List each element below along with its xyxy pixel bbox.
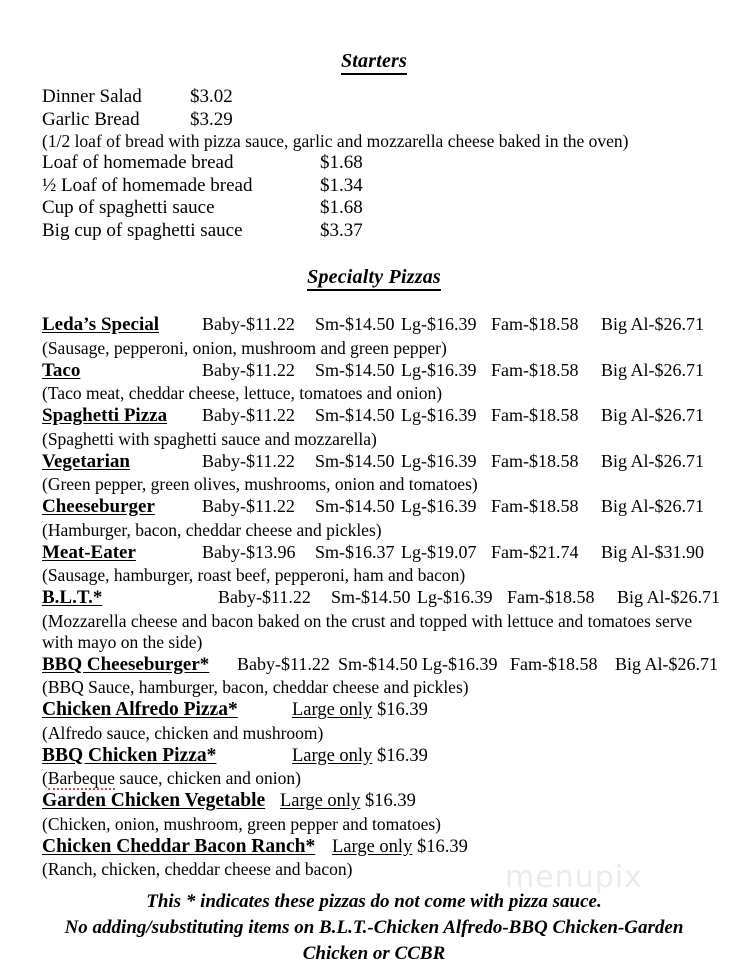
price-large: Lg-$16.39 <box>401 450 477 471</box>
starter-item-big-cup-spaghetti-sauce <box>42 220 748 243</box>
starter-item-half-loaf-homemade-bread <box>42 175 748 198</box>
pizza-description: (Mozzarella cheese and bacon baked on the crust and topped with lettuce and tomatoes serve with mayo on the side) <box>42 610 693 652</box>
pizza-item-cheeseburger <box>42 495 748 520</box>
footer-note-no-substitutions: No adding/substituting items on B.L.T.-Chicken Alfredo-BBQ Chicken-Garden <box>64 917 684 938</box>
price-family: Fam-$18.58 <box>491 450 579 471</box>
pizza-name: Leda’s Special <box>42 314 159 335</box>
pizza-description: (Ranch, chicken, cheddar cheese and bacon) <box>42 859 353 879</box>
price-large-only <box>412 837 468 857</box>
pizza-description: (BBQ Sauce, hamburger, bacon, cheddar cheese and pickles) <box>42 677 469 697</box>
price-family: Fam-$18.58 <box>491 359 579 380</box>
size-label-large-only: Large only <box>292 700 373 720</box>
starter-item-dinner-salad <box>42 86 748 109</box>
starter-name: Big cup of spaghetti sauce <box>42 219 243 241</box>
starter-item-garlic-bread <box>42 109 748 132</box>
price-value: $16.39 <box>376 700 428 720</box>
pizza-name: Chicken Cheddar Bacon Ranch* <box>42 835 316 857</box>
price-big-al: Big Al-$26.71 <box>601 405 705 425</box>
size-label-large-only: Large only <box>332 836 413 857</box>
pizza-price-group <box>202 359 704 383</box>
price-large: Lg-$16.39 <box>401 359 477 380</box>
pizza-name: BBQ Chicken Pizza* <box>42 744 217 766</box>
price-small: Sm-$14.50 <box>331 587 411 607</box>
pizza-description: (Taco meat, cheddar cheese, lettuce, tomatoes and onion) <box>42 383 443 403</box>
pizza-price-group <box>202 450 704 474</box>
starters-section-heading <box>0 0 748 73</box>
price-big-al: Big Al-$26.71 <box>617 587 721 607</box>
starters-list <box>0 73 748 242</box>
price-family: Fam-$21.74 <box>491 541 579 562</box>
price-large: Lg-$16.39 <box>422 653 498 674</box>
pizza-description: (Green pepper, green olives, mushrooms, onion and tomatoes) <box>42 474 478 494</box>
menupix-watermark: menupix <box>505 860 643 895</box>
pizza-name: Taco <box>42 359 81 381</box>
specialty-pizzas-heading-text: Specialty Pizzas <box>307 266 441 291</box>
pizza-name: BBQ Cheeseburger* <box>42 653 210 675</box>
pizza-item-chicken-cheddar-bacon-ranch <box>42 835 748 860</box>
pizza-item-meat-eater <box>42 541 748 566</box>
price-small: Sm-$16.37 <box>315 541 395 562</box>
starter-price: $3.29 <box>190 108 233 130</box>
starter-item-loaf-homemade-bread <box>42 152 748 175</box>
price-baby: Baby-$11.22 <box>202 405 295 425</box>
pizza-price-group <box>218 586 720 610</box>
price-family: Fam-$18.58 <box>491 405 579 425</box>
price-family: Fam-$18.58 <box>507 587 595 607</box>
pizza-description: (Spaghetti with spaghetti sauce and mozzarella) <box>42 428 377 449</box>
pizza-description-rest: sauce, chicken and onion) <box>114 768 301 788</box>
misspelled-word: Barbeque <box>47 768 115 788</box>
pizza-name: Spaghetti Pizza <box>42 405 168 426</box>
pizza-description: (Chicken, onion, mushroom, green pepper and tomatoes) <box>42 813 441 834</box>
price-family: Fam-$18.58 <box>491 314 579 334</box>
pizza-item-ledas-special <box>42 313 748 338</box>
pizza-price-group <box>202 313 704 337</box>
pizza-description: (Sausage, pepperoni, onion, mushroom and green pepper) <box>42 337 447 358</box>
pizza-name: Cheeseburger <box>42 496 155 517</box>
starter-price: $3.02 <box>190 86 233 107</box>
pizza-name: Meat-Eater <box>42 541 136 563</box>
price-large: Lg-$16.39 <box>401 496 477 516</box>
pizza-item-bbq-chicken-pizza <box>42 744 748 769</box>
footer-note-asterisk: This * indicates these pizzas do not come with pizza sauce. <box>146 891 602 912</box>
pizza-item-taco <box>42 359 748 384</box>
pizza-price-group <box>237 653 718 677</box>
price-value: $16.39 <box>376 745 428 766</box>
pizza-description: (Alfredo sauce, chicken and mushroom) <box>42 722 324 743</box>
footer-notes <box>0 880 748 967</box>
starter-name: Loaf of homemade bread <box>42 152 234 173</box>
pizza-item-blt <box>42 586 748 611</box>
price-large-only <box>360 791 416 811</box>
pizza-item-spaghetti-pizza <box>42 404 748 429</box>
price-large: Lg-$16.39 <box>401 405 477 425</box>
price-big-al: Big Al-$26.71 <box>601 496 705 516</box>
pizza-price-group <box>202 404 704 428</box>
pizza-item-bbq-cheeseburger <box>42 653 748 678</box>
starter-name: Garlic Bread <box>42 108 140 130</box>
price-value: $16.39 <box>416 836 468 857</box>
pizza-name: Chicken Alfredo Pizza* <box>42 699 238 720</box>
price-baby: Baby-$11.22 <box>202 314 295 334</box>
starters-heading-text: Starters <box>341 50 407 75</box>
price-large-only <box>372 746 428 766</box>
starter-price: $1.68 <box>320 197 363 218</box>
pizza-name: B.L.T.* <box>42 587 103 608</box>
pizza-item-chicken-alfredo-pizza <box>42 698 748 723</box>
pizza-name: Garden Chicken Vegetable <box>42 790 266 811</box>
price-big-al: Big Al-$26.71 <box>601 450 705 471</box>
price-baby: Baby-$11.22 <box>237 653 330 674</box>
price-baby: Baby-$11.22 <box>202 496 295 516</box>
pizza-item-vegetarian <box>42 450 748 475</box>
price-large: Lg-$16.39 <box>417 587 493 607</box>
pizza-price-group <box>202 495 704 519</box>
pizza-price-group <box>202 541 704 565</box>
pizza-description: (Hamburger, bacon, cheddar cheese and pickles) <box>42 519 382 540</box>
price-large: Lg-$16.39 <box>401 314 477 334</box>
starter-name: Cup of spaghetti sauce <box>42 197 215 218</box>
starter-name: ½ Loaf of homemade bread <box>42 174 253 196</box>
starter-price: $3.37 <box>320 219 363 241</box>
pizza-item-garden-chicken-vegetable <box>42 789 748 814</box>
price-big-al: Big Al-$26.71 <box>615 653 719 674</box>
specialty-pizzas-section-heading <box>0 242 748 289</box>
starter-price: $1.34 <box>320 174 363 196</box>
starter-name: Dinner Salad <box>42 86 142 107</box>
price-family: Fam-$18.58 <box>510 653 598 674</box>
price-small: Sm-$14.50 <box>315 359 395 380</box>
starter-item-cup-spaghetti-sauce <box>42 197 748 220</box>
specialty-pizzas-list <box>0 289 748 880</box>
pizza-description: (Sausage, hamburger, roast beef, pepperoni, ham and bacon) <box>42 565 466 585</box>
price-small: Sm-$14.50 <box>315 405 395 425</box>
price-baby: Baby-$13.96 <box>202 541 296 562</box>
starter-price: $1.68 <box>320 152 363 173</box>
price-big-al: Big Al-$26.71 <box>601 359 705 380</box>
price-small: Sm-$14.50 <box>315 496 395 516</box>
garlic-bread-description: (1/2 loaf of bread with pizza sauce, garlic and mozzarella cheese baked in the oven) <box>42 131 629 151</box>
price-large: Lg-$19.07 <box>401 541 477 562</box>
price-family: Fam-$18.58 <box>491 496 579 516</box>
price-large-only <box>372 700 428 720</box>
price-big-al: Big Al-$31.90 <box>601 541 705 562</box>
price-big-al: Big Al-$26.71 <box>601 314 705 334</box>
price-small: Sm-$14.50 <box>315 450 395 471</box>
size-label-large-only: Large only <box>292 745 373 766</box>
price-baby: Baby-$11.22 <box>218 587 311 607</box>
price-baby: Baby-$11.22 <box>202 359 295 380</box>
pizza-name: Vegetarian <box>42 450 130 472</box>
pizza-description: (Barbeque sauce, chicken and onion) <box>42 768 301 788</box>
price-value: $16.39 <box>364 791 416 811</box>
price-small: Sm-$14.50 <box>338 653 418 674</box>
footer-note-continued: Chicken or CCBR <box>302 943 446 964</box>
size-label-large-only: Large only <box>280 791 361 811</box>
price-baby: Baby-$11.22 <box>202 450 295 471</box>
price-small: Sm-$14.50 <box>315 314 395 334</box>
